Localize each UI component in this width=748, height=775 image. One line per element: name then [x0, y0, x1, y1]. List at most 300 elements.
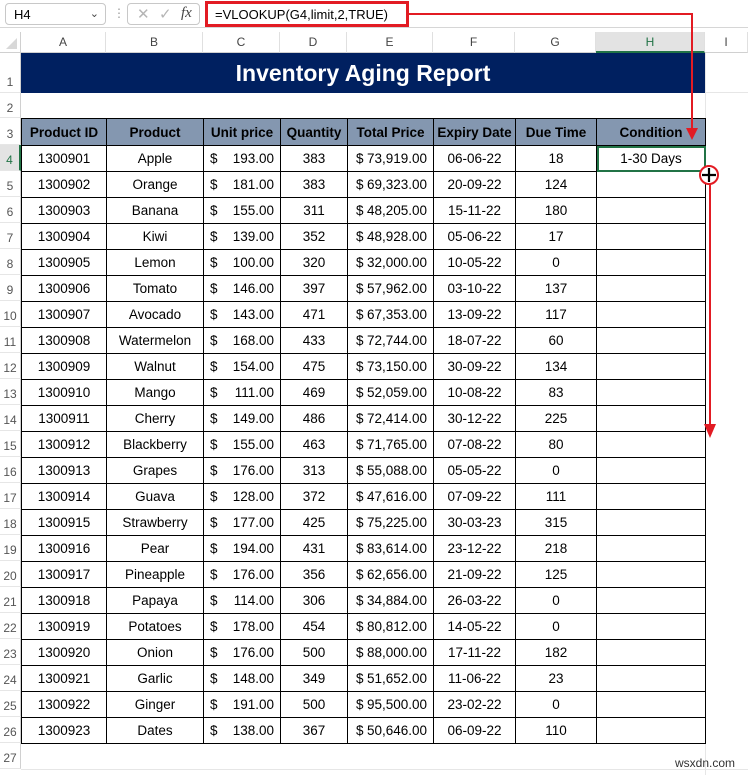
- row-header-27[interactable]: 27: [0, 743, 21, 769]
- cell-expiry-date[interactable]: 05-06-22: [434, 224, 516, 250]
- amount: 48,205.00: [366, 203, 427, 218]
- cell-expiry-date[interactable]: 05-05-22: [434, 458, 516, 484]
- cell-product[interactable]: Ginger: [107, 692, 204, 718]
- header-product[interactable]: Product: [107, 119, 204, 146]
- cell-total-price[interactable]: [348, 354, 434, 380]
- row-header-10[interactable]: 10: [0, 301, 21, 327]
- cell-expiry-date[interactable]: 20-09-22: [434, 172, 516, 198]
- header-unit-price[interactable]: Unit price: [204, 119, 281, 146]
- amount: 47,616.00: [366, 489, 427, 504]
- cell-product-id[interactable]: 1300920: [22, 640, 107, 666]
- cell-condition[interactable]: [597, 224, 706, 250]
- cell-condition[interactable]: [597, 172, 706, 198]
- report-title: Inventory Aging Report: [21, 53, 705, 93]
- currency-symbol: $: [210, 255, 218, 270]
- cell-quantity[interactable]: 425: [281, 510, 348, 536]
- cell-due-time[interactable]: 18: [516, 146, 597, 172]
- cell-total-price[interactable]: [348, 692, 434, 718]
- cell-total-price[interactable]: [348, 432, 434, 458]
- cell-product[interactable]: Garlic: [107, 666, 204, 692]
- cell-due-time[interactable]: 0: [516, 458, 597, 484]
- currency-symbol: $: [356, 567, 364, 582]
- row-header-15[interactable]: 15: [0, 431, 21, 457]
- amount: 148.00: [232, 671, 274, 686]
- cell-expiry-date[interactable]: 13-09-22: [434, 302, 516, 328]
- header-total-price[interactable]: Total Price: [348, 119, 434, 146]
- amount: 193.00: [232, 151, 274, 166]
- enter-icon[interactable]: ✓: [159, 6, 172, 23]
- row-header-26[interactable]: 26: [0, 717, 21, 743]
- cell-product-id[interactable]: 1300905: [22, 250, 107, 276]
- cell-product[interactable]: Walnut: [107, 354, 204, 380]
- cell-total-price[interactable]: [348, 640, 434, 666]
- cell-product[interactable]: Lemon: [107, 250, 204, 276]
- header-row: [22, 119, 706, 146]
- cell-product[interactable]: Kiwi: [107, 224, 204, 250]
- cell-expiry-date[interactable]: 30-12-22: [434, 406, 516, 432]
- currency-symbol: $: [356, 645, 364, 660]
- cell-unit-price[interactable]: [204, 328, 281, 354]
- cell-due-time[interactable]: 0: [516, 250, 597, 276]
- gridline: [21, 769, 748, 770]
- header-due-time[interactable]: Due Time: [516, 119, 597, 146]
- currency-symbol: $: [210, 671, 218, 686]
- cell-quantity[interactable]: 433: [281, 328, 348, 354]
- table-row: [22, 536, 706, 562]
- cell-unit-price[interactable]: [204, 562, 281, 588]
- amount: 51,652.00: [366, 671, 427, 686]
- cell-due-time[interactable]: 23: [516, 666, 597, 692]
- cell-quantity[interactable]: 475: [281, 354, 348, 380]
- select-all-corner[interactable]: [0, 32, 21, 53]
- cell-due-time[interactable]: 80: [516, 432, 597, 458]
- cell-product-id[interactable]: 1300907: [22, 302, 107, 328]
- cell-product-id[interactable]: 1300914: [22, 484, 107, 510]
- cell-product-id[interactable]: 1300911: [22, 406, 107, 432]
- row-header-12[interactable]: 12: [0, 353, 21, 379]
- cell-product-id[interactable]: 1300917: [22, 562, 107, 588]
- cell-product[interactable]: Mango: [107, 380, 204, 406]
- cell-due-time[interactable]: 117: [516, 302, 597, 328]
- cell-product-id[interactable]: 1300919: [22, 614, 107, 640]
- cell-unit-price[interactable]: [204, 614, 281, 640]
- amount: 34,884.00: [366, 593, 427, 608]
- formula-bar: [0, 0, 748, 28]
- currency-symbol: $: [356, 463, 364, 478]
- cell-expiry-date[interactable]: 07-08-22: [434, 432, 516, 458]
- cell-product[interactable]: Cherry: [107, 406, 204, 432]
- cell-expiry-date[interactable]: 06-09-22: [434, 718, 516, 744]
- cell-product[interactable]: Banana: [107, 198, 204, 224]
- cell-expiry-date[interactable]: 18-07-22: [434, 328, 516, 354]
- amount: 73,150.00: [366, 359, 427, 374]
- column-header-b[interactable]: B: [106, 32, 203, 53]
- cell-due-time[interactable]: 125: [516, 562, 597, 588]
- cell-product[interactable]: Orange: [107, 172, 204, 198]
- cell-product[interactable]: Avocado: [107, 302, 204, 328]
- cell-condition[interactable]: [597, 692, 706, 718]
- cell-condition[interactable]: [597, 380, 706, 406]
- amount: 168.00: [232, 333, 274, 348]
- table-body: [22, 146, 706, 744]
- column-header-e[interactable]: E: [347, 32, 433, 53]
- column-header-a[interactable]: A: [21, 32, 106, 53]
- cell-expiry-date[interactable]: 30-03-23: [434, 510, 516, 536]
- column-header-f[interactable]: F: [433, 32, 515, 53]
- cell-total-price[interactable]: [348, 172, 434, 198]
- amount: 72,744.00: [366, 333, 427, 348]
- cell-unit-price[interactable]: [204, 536, 281, 562]
- cell-condition[interactable]: [597, 354, 706, 380]
- currency-symbol: $: [210, 619, 218, 634]
- amount: 73,919.00: [366, 151, 427, 166]
- row-header-19[interactable]: 19: [0, 535, 21, 561]
- column-header-h[interactable]: H: [596, 32, 705, 53]
- cell-expiry-date[interactable]: 26-03-22: [434, 588, 516, 614]
- row-header-25[interactable]: 25: [0, 691, 21, 717]
- currency-symbol: $: [356, 359, 364, 374]
- cell-quantity[interactable]: 397: [281, 276, 348, 302]
- cell-expiry-date[interactable]: 07-09-22: [434, 484, 516, 510]
- amount: 114.00: [233, 593, 274, 608]
- cell-quantity[interactable]: 349: [281, 666, 348, 692]
- cell-condition[interactable]: [597, 406, 706, 432]
- header-product-id[interactable]: Product ID: [22, 119, 107, 146]
- cell-quantity[interactable]: 500: [281, 640, 348, 666]
- cell-product-id[interactable]: 1300921: [22, 666, 107, 692]
- column-header-c[interactable]: C: [203, 32, 280, 53]
- cell-product[interactable]: Apple: [107, 146, 204, 172]
- cell-unit-price[interactable]: [204, 432, 281, 458]
- cell-condition[interactable]: [597, 614, 706, 640]
- currency-symbol: $: [356, 229, 364, 244]
- currency-symbol: $: [210, 645, 218, 660]
- cell-expiry-date[interactable]: 23-02-22: [434, 692, 516, 718]
- cell-due-time[interactable]: 225: [516, 406, 597, 432]
- cell-condition[interactable]: [597, 458, 706, 484]
- cell-unit-price[interactable]: [204, 666, 281, 692]
- row-header-13[interactable]: 13: [0, 379, 21, 405]
- row-header-18[interactable]: 18: [0, 509, 21, 535]
- cell-condition[interactable]: [597, 484, 706, 510]
- cell-product-id[interactable]: 1300908: [22, 328, 107, 354]
- formula-input[interactable]: =VLOOKUP(G4,limit,2,TRUE): [205, 1, 409, 27]
- cell-expiry-date[interactable]: 17-11-22: [434, 640, 516, 666]
- cell-due-time[interactable]: 0: [516, 614, 597, 640]
- cell-total-price[interactable]: [348, 562, 434, 588]
- row-header-22[interactable]: 22: [0, 613, 21, 639]
- header-expiry-date[interactable]: Expiry Date: [434, 119, 516, 146]
- cell-total-price[interactable]: [348, 328, 434, 354]
- cell-product-id[interactable]: 1300912: [22, 432, 107, 458]
- cell-quantity[interactable]: 313: [281, 458, 348, 484]
- cell-condition[interactable]: [597, 198, 706, 224]
- cell-unit-price[interactable]: [204, 224, 281, 250]
- drag-handle-icon[interactable]: ⋮: [113, 6, 124, 20]
- cell-product[interactable]: Potatoes: [107, 614, 204, 640]
- cell-product-id[interactable]: 1300913: [22, 458, 107, 484]
- cell-product-id[interactable]: 1300915: [22, 510, 107, 536]
- cell-due-time[interactable]: 182: [516, 640, 597, 666]
- cell-unit-price[interactable]: [204, 458, 281, 484]
- currency-symbol: $: [210, 151, 218, 166]
- row-header-24[interactable]: 24: [0, 665, 21, 691]
- cell-total-price[interactable]: [348, 458, 434, 484]
- cell-due-time[interactable]: 60: [516, 328, 597, 354]
- row-header-1[interactable]: 1: [0, 53, 21, 93]
- cell-quantity[interactable]: 320: [281, 250, 348, 276]
- cell-product[interactable]: Blackberry: [107, 432, 204, 458]
- cell-quantity[interactable]: 471: [281, 302, 348, 328]
- currency-symbol: $: [210, 515, 218, 530]
- cell-unit-price[interactable]: [204, 510, 281, 536]
- cell-product-id[interactable]: 1300923: [22, 718, 107, 744]
- cell-condition[interactable]: [597, 250, 706, 276]
- cell-expiry-date[interactable]: 06-06-22: [434, 146, 516, 172]
- cell-product-id[interactable]: 1300922: [22, 692, 107, 718]
- cell-product[interactable]: Watermelon: [107, 328, 204, 354]
- row-header-9[interactable]: 9: [0, 275, 21, 301]
- cell-unit-price[interactable]: [204, 354, 281, 380]
- cancel-icon[interactable]: ✕: [137, 6, 150, 23]
- cell-product-id[interactable]: 1300901: [22, 146, 107, 172]
- cell-expiry-date[interactable]: 15-11-22: [434, 198, 516, 224]
- cell-due-time[interactable]: 137: [516, 276, 597, 302]
- cell-due-time[interactable]: 315: [516, 510, 597, 536]
- cell-unit-price[interactable]: [204, 198, 281, 224]
- currency-symbol: $: [356, 541, 364, 556]
- cell-total-price[interactable]: [348, 536, 434, 562]
- amount: 75,225.00: [366, 515, 427, 530]
- currency-symbol: $: [210, 697, 218, 712]
- currency-symbol: $: [210, 541, 218, 556]
- row-header-23[interactable]: 23: [0, 639, 21, 665]
- column-header-i[interactable]: I: [705, 32, 748, 53]
- currency-symbol: $: [356, 671, 364, 686]
- cell-condition[interactable]: [597, 562, 706, 588]
- cell-unit-price[interactable]: [204, 250, 281, 276]
- cell-quantity[interactable]: 463: [281, 432, 348, 458]
- cell-total-price[interactable]: [348, 302, 434, 328]
- inventory-table: [21, 118, 706, 744]
- cell-unit-price[interactable]: [204, 484, 281, 510]
- cell-condition[interactable]: [597, 276, 706, 302]
- cell-product-id[interactable]: 1300903: [22, 198, 107, 224]
- cell-unit-price[interactable]: [204, 718, 281, 744]
- currency-symbol: $: [356, 203, 364, 218]
- cell-product[interactable]: Pear: [107, 536, 204, 562]
- cell-total-price[interactable]: [348, 250, 434, 276]
- cell-due-time[interactable]: 110: [516, 718, 597, 744]
- amount: 143.00: [232, 307, 274, 322]
- cell-product[interactable]: Papaya: [107, 588, 204, 614]
- cell-quantity[interactable]: 311: [281, 198, 348, 224]
- cell-condition[interactable]: [597, 510, 706, 536]
- cell-total-price[interactable]: [348, 224, 434, 250]
- cell-quantity[interactable]: 454: [281, 614, 348, 640]
- cell-quantity[interactable]: 383: [281, 146, 348, 172]
- cell-product[interactable]: Tomato: [107, 276, 204, 302]
- currency-symbol: $: [210, 723, 218, 738]
- cell-quantity[interactable]: 383: [281, 172, 348, 198]
- amount: 62,656.00: [366, 567, 427, 582]
- cell-unit-price[interactable]: [204, 380, 281, 406]
- cell-condition[interactable]: [597, 302, 706, 328]
- currency-symbol: $: [210, 385, 218, 400]
- cell-quantity[interactable]: 306: [281, 588, 348, 614]
- cell-expiry-date[interactable]: 11-06-22: [434, 666, 516, 692]
- cell-total-price[interactable]: [348, 588, 434, 614]
- cell-unit-price[interactable]: [204, 588, 281, 614]
- currency-symbol: $: [356, 697, 364, 712]
- table-row: [22, 666, 706, 692]
- name-box[interactable]: [5, 3, 106, 25]
- cell-total-price[interactable]: [348, 510, 434, 536]
- cell-total-price[interactable]: [348, 718, 434, 744]
- table-row: [22, 510, 706, 536]
- cell-unit-price[interactable]: [204, 640, 281, 666]
- cell-quantity[interactable]: 500: [281, 692, 348, 718]
- cell-total-price[interactable]: [348, 406, 434, 432]
- cell-product-id[interactable]: 1300906: [22, 276, 107, 302]
- insert-function-icon[interactable]: fx: [181, 5, 192, 21]
- table-row: [22, 614, 706, 640]
- row-header-17[interactable]: 17: [0, 483, 21, 509]
- cell-total-price[interactable]: [348, 146, 434, 172]
- currency-symbol: $: [356, 385, 364, 400]
- row-header-8[interactable]: 8: [0, 249, 21, 275]
- cell-condition[interactable]: [597, 718, 706, 744]
- amount: 191.00: [232, 697, 274, 712]
- cell-expiry-date[interactable]: 14-05-22: [434, 614, 516, 640]
- cell-condition[interactable]: [597, 640, 706, 666]
- cell-product[interactable]: Onion: [107, 640, 204, 666]
- table-row: [22, 250, 706, 276]
- cell-quantity[interactable]: 486: [281, 406, 348, 432]
- cell-total-price[interactable]: [348, 484, 434, 510]
- cell-due-time[interactable]: 0: [516, 588, 597, 614]
- cell-due-time[interactable]: 0: [516, 692, 597, 718]
- row-header-4[interactable]: 4: [0, 145, 21, 171]
- currency-symbol: $: [356, 307, 364, 322]
- currency-symbol: $: [210, 203, 218, 218]
- cell-product-id[interactable]: 1300910: [22, 380, 107, 406]
- cell-unit-price[interactable]: [204, 276, 281, 302]
- amount: 71,765.00: [366, 437, 427, 452]
- table-row: [22, 432, 706, 458]
- cell-unit-price[interactable]: [204, 406, 281, 432]
- cell-unit-price[interactable]: [204, 302, 281, 328]
- currency-symbol: $: [210, 359, 218, 374]
- cell-quantity[interactable]: 356: [281, 562, 348, 588]
- currency-symbol: $: [210, 411, 218, 426]
- cell-condition[interactable]: [597, 588, 706, 614]
- amount: 111.00: [234, 385, 274, 400]
- chevron-down-icon[interactable]: ⌄: [89, 8, 99, 20]
- cell-total-price[interactable]: [348, 276, 434, 302]
- header-quantity[interactable]: Quantity: [281, 119, 348, 146]
- cell-expiry-date[interactable]: 21-09-22: [434, 562, 516, 588]
- cell-total-price[interactable]: [348, 666, 434, 692]
- cell-quantity[interactable]: 372: [281, 484, 348, 510]
- row-header-7[interactable]: 7: [0, 223, 21, 249]
- amount: 149.00: [232, 411, 274, 426]
- row-header-16[interactable]: 16: [0, 457, 21, 483]
- amount: 83,614.00: [366, 541, 427, 556]
- cell-condition[interactable]: [597, 666, 706, 692]
- table-row: [22, 588, 706, 614]
- row-header-14[interactable]: 14: [0, 405, 21, 431]
- row-header-2[interactable]: 2: [0, 93, 21, 118]
- table-row: [22, 692, 706, 718]
- currency-symbol: $: [356, 437, 364, 452]
- currency-symbol: $: [210, 307, 218, 322]
- row-header-20[interactable]: 20: [0, 561, 21, 587]
- cell-condition[interactable]: [597, 432, 706, 458]
- cell-due-time[interactable]: 17: [516, 224, 597, 250]
- cell-total-price[interactable]: [348, 380, 434, 406]
- row-header-3[interactable]: 3: [0, 118, 21, 145]
- cell-product-id[interactable]: 1300904: [22, 224, 107, 250]
- cell-quantity[interactable]: 367: [281, 718, 348, 744]
- cell-due-time[interactable]: 180: [516, 198, 597, 224]
- cell-expiry-date[interactable]: 30-09-22: [434, 354, 516, 380]
- cell-unit-price[interactable]: [204, 692, 281, 718]
- cell-quantity[interactable]: 431: [281, 536, 348, 562]
- cell-expiry-date[interactable]: 10-05-22: [434, 250, 516, 276]
- active-cell-condition[interactable]: 1-30 Days: [597, 146, 706, 172]
- cell-expiry-date[interactable]: 23-12-22: [434, 536, 516, 562]
- cell-condition[interactable]: [597, 536, 706, 562]
- cell-due-time[interactable]: 134: [516, 354, 597, 380]
- cell-product-id[interactable]: 1300909: [22, 354, 107, 380]
- cell-product-id[interactable]: 1300918: [22, 588, 107, 614]
- row-header-11[interactable]: 11: [0, 327, 21, 353]
- cell-expiry-date[interactable]: 03-10-22: [434, 276, 516, 302]
- cell-condition[interactable]: [597, 328, 706, 354]
- cell-due-time[interactable]: 83: [516, 380, 597, 406]
- amount: 176.00: [232, 463, 274, 478]
- row-header-6[interactable]: 6: [0, 197, 21, 223]
- cell-quantity[interactable]: 469: [281, 380, 348, 406]
- cell-total-price[interactable]: [348, 198, 434, 224]
- table-row: [22, 380, 706, 406]
- cell-product[interactable]: Pineapple: [107, 562, 204, 588]
- cell-due-time[interactable]: 111: [516, 484, 597, 510]
- currency-symbol: $: [356, 333, 364, 348]
- row-header-5[interactable]: 5: [0, 171, 21, 197]
- cell-unit-price[interactable]: [204, 146, 281, 172]
- cell-product[interactable]: Guava: [107, 484, 204, 510]
- cell-product-id[interactable]: 1300902: [22, 172, 107, 198]
- currency-symbol: $: [210, 177, 218, 192]
- cell-total-price[interactable]: [348, 614, 434, 640]
- header-condition[interactable]: Condition: [597, 119, 706, 146]
- cell-product-id[interactable]: 1300916: [22, 536, 107, 562]
- cell-due-time[interactable]: 124: [516, 172, 597, 198]
- cell-product[interactable]: Strawberry: [107, 510, 204, 536]
- column-header-g[interactable]: G: [515, 32, 596, 53]
- cell-due-time[interactable]: 218: [516, 536, 597, 562]
- cell-product[interactable]: Grapes: [107, 458, 204, 484]
- cell-expiry-date[interactable]: 10-08-22: [434, 380, 516, 406]
- amount: 178.00: [232, 619, 274, 634]
- row-header-21[interactable]: 21: [0, 587, 21, 613]
- cell-unit-price[interactable]: [204, 172, 281, 198]
- cell-product[interactable]: Dates: [107, 718, 204, 744]
- column-header-d[interactable]: D: [280, 32, 347, 53]
- cell-quantity[interactable]: 352: [281, 224, 348, 250]
